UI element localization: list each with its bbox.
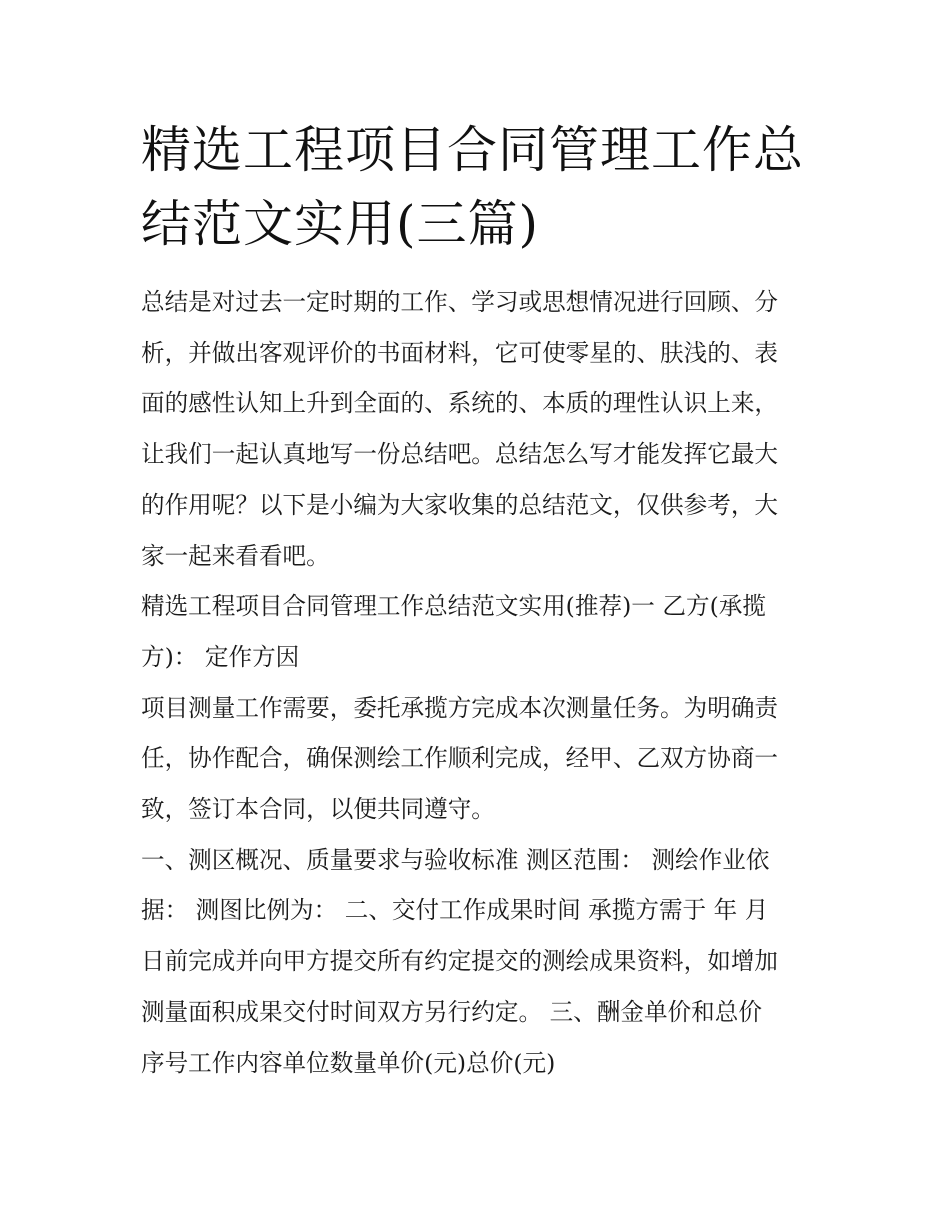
text-line: 序号工作内容单位数量单价(元)总价(元) xyxy=(141,1048,556,1077)
paragraph-contract-terms xyxy=(141,835,813,1089)
document-body xyxy=(141,277,813,1088)
text-line: 总结是对过去一定时期的工作、学习或思想情况进行回顾、分 xyxy=(141,288,779,316)
text-line: 任，协作配合，确保测绘工作顺利完成，经甲、乙双方协商一 xyxy=(141,744,779,773)
text-line: 日前完成并向甲方提交所有约定提交的测绘成果资料，如增加 xyxy=(141,947,779,976)
text-line: 方)： 定作方因 xyxy=(141,642,300,671)
text-line: 面的感性认知上升到全面的、系统的、本质的理性认识上来， xyxy=(141,389,779,418)
text-line: 据： 测图比例为： 二、交付工作成果时间 承揽方需于 年 月 xyxy=(141,896,769,925)
paragraph-contract-purpose xyxy=(141,683,813,835)
text-line: 测量面积成果交付时间双方另行约定。 三、酬金单价和总价 xyxy=(141,997,762,1026)
text-line: 家一起来看看吧。 xyxy=(141,541,330,570)
document-content xyxy=(141,113,813,1088)
text-line: 析，并做出客观评价的书面材料，它可使零星的、肤浅的、表 xyxy=(141,338,779,367)
paragraph-section-heading xyxy=(141,581,813,682)
text-line: 精选工程项目合同管理工作总结范文实用(推荐)一 乙方(承揽 xyxy=(141,592,766,621)
title-line-2: 结范文实用(三篇) xyxy=(141,195,540,253)
document-title xyxy=(141,113,813,261)
text-line: 致，签订本合同，以便共同遵守。 xyxy=(141,795,495,824)
paragraph-intro xyxy=(141,277,813,581)
text-line: 让我们一起认真地写一份总结吧。总结怎么写才能发挥它最大 xyxy=(141,440,779,469)
text-line: 一、测区概况、质量要求与验收标准 测区范围： 测绘作业依 xyxy=(141,845,770,874)
title-line-1: 精选工程项目合同管理工作总 xyxy=(141,121,804,179)
text-line: 项目测量工作需要，委托承揽方完成本次测量任务。为明确责 xyxy=(141,693,779,722)
text-line: 的作用呢？以下是小编为大家收集的总结范文，仅供参考，大 xyxy=(141,490,779,519)
